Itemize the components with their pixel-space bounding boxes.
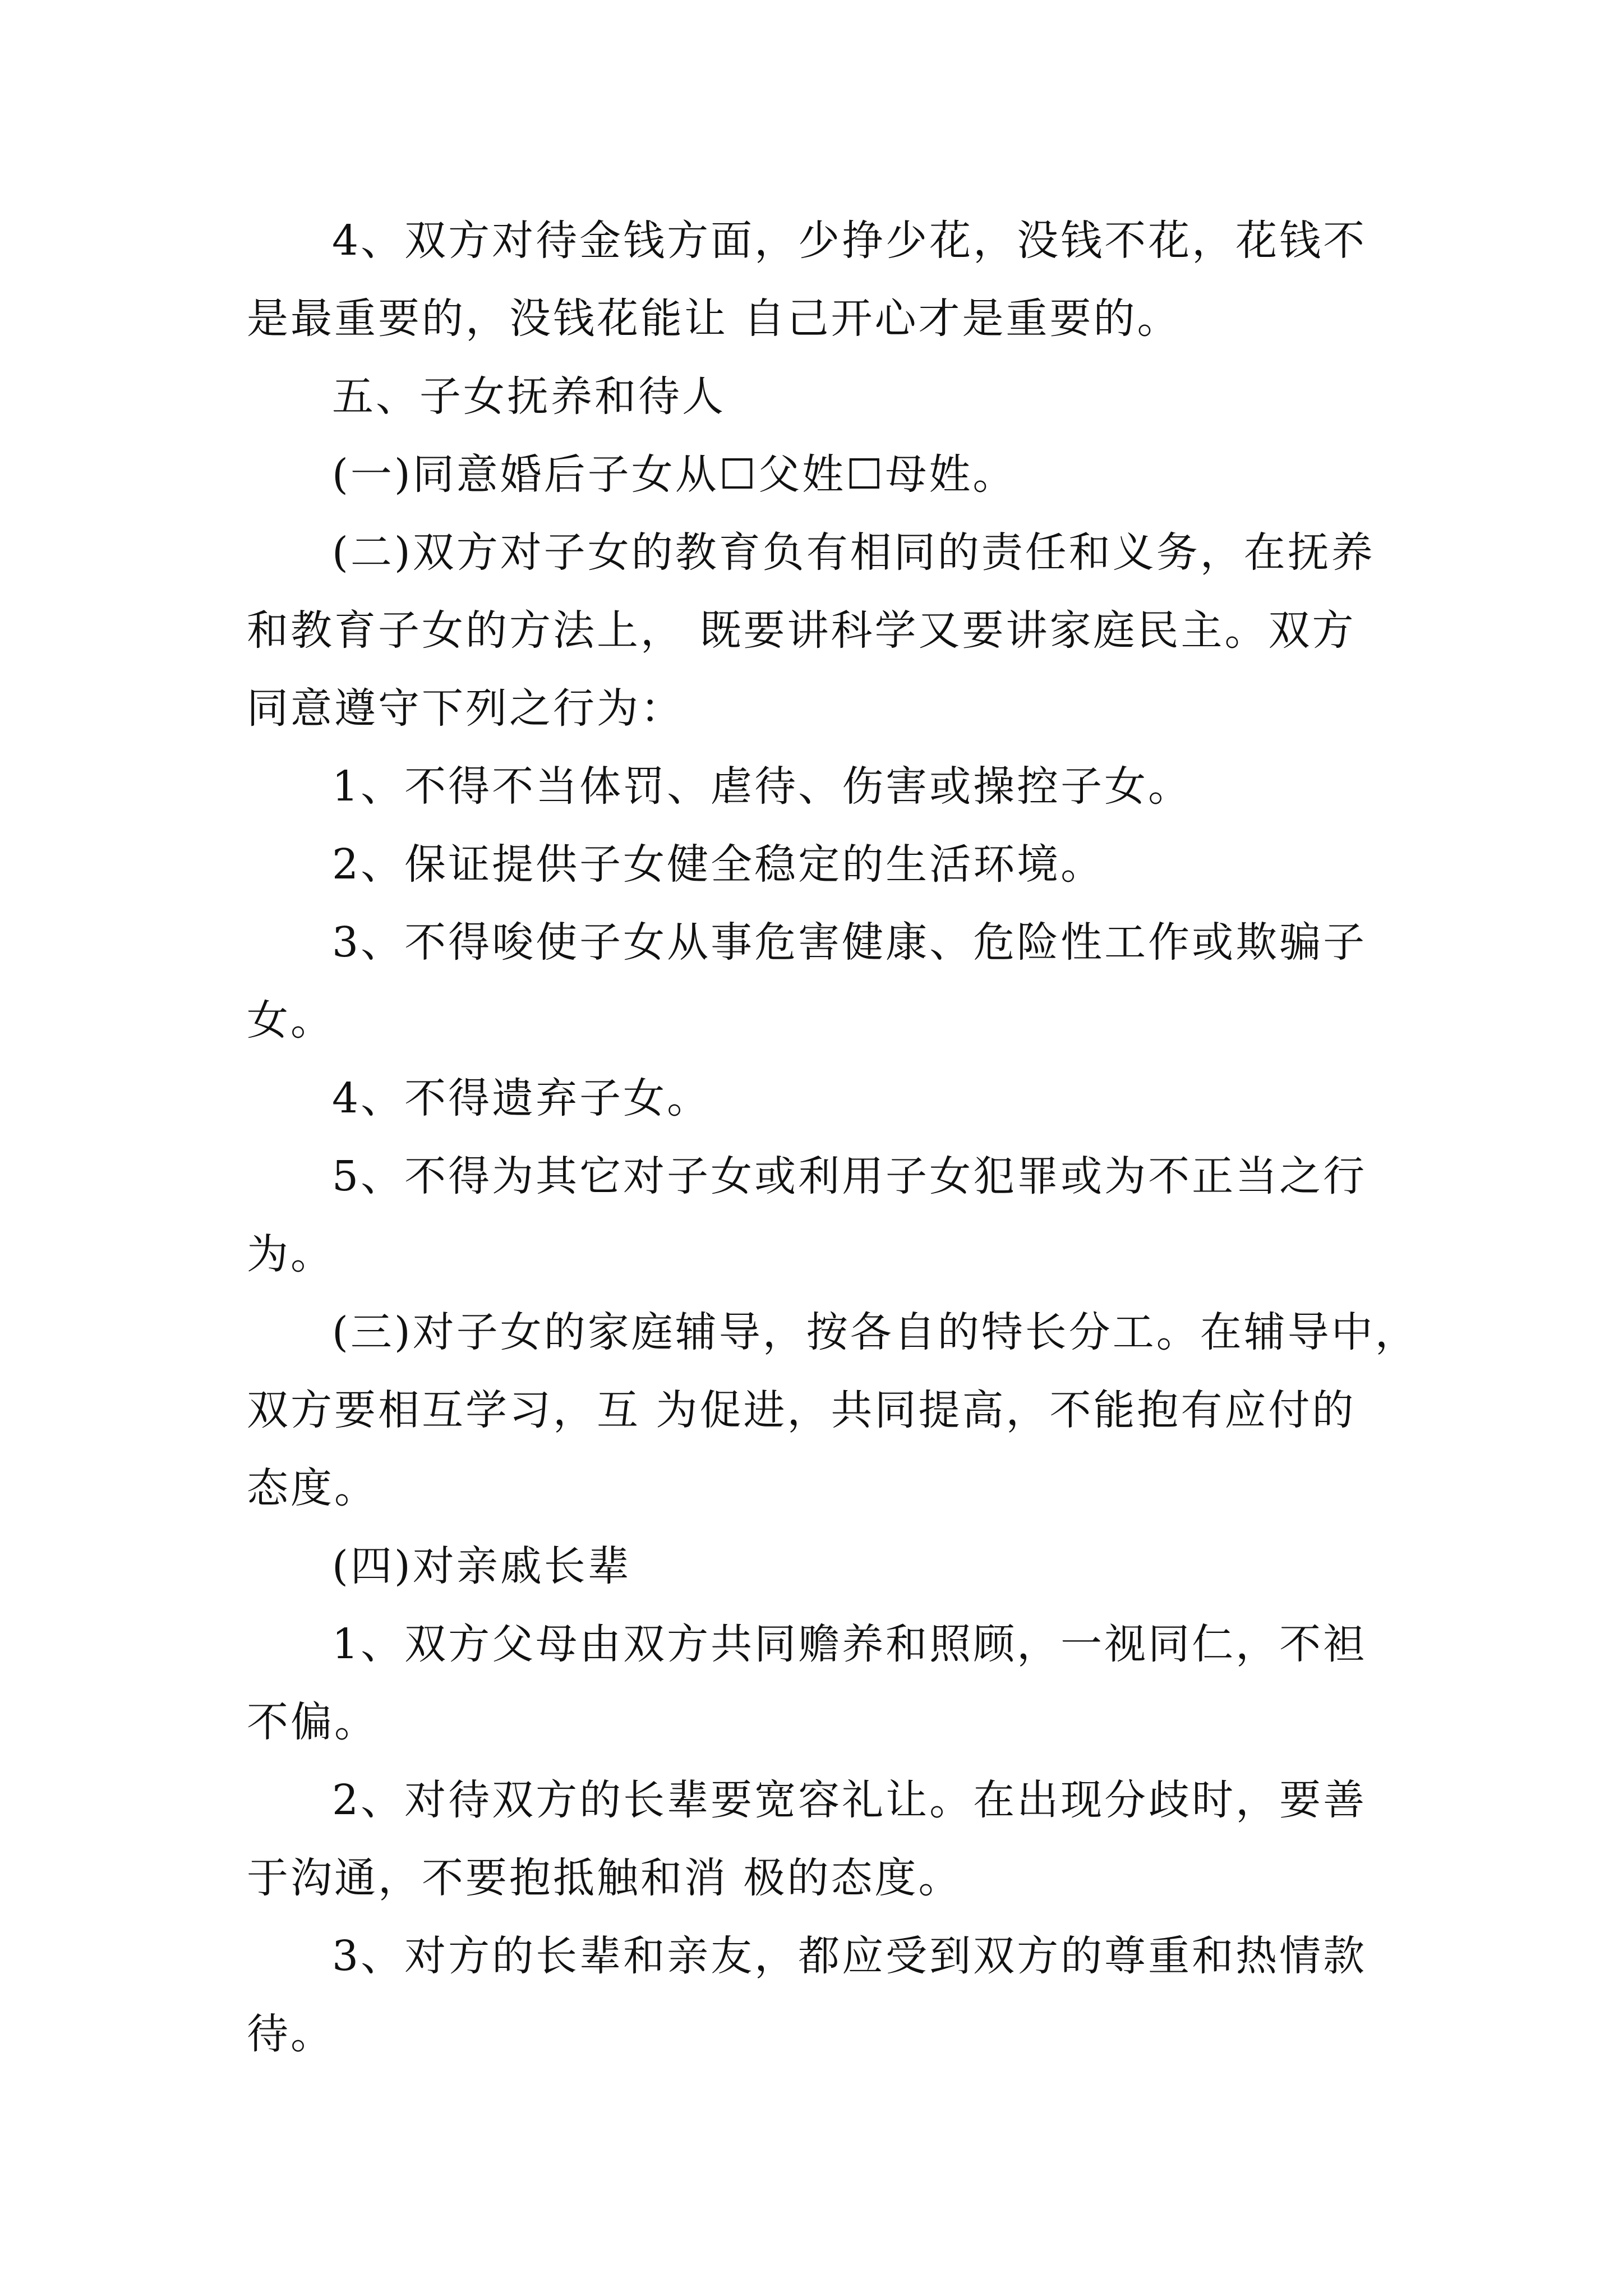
text-line: 4、双方对待金钱方面，少挣少花，没钱不花，花钱不	[332, 217, 1367, 265]
list-item-2	[247, 826, 1391, 904]
text-line: 和教育子女的方法上， 既要讲科学又要讲家庭民主。双方	[247, 606, 1356, 655]
text-line: (一)同意婚后子女从☐父姓☐母姓。	[332, 450, 1017, 499]
paragraph-money	[247, 202, 1391, 358]
relatives-item-1	[247, 1605, 1391, 1761]
list-item-3	[247, 904, 1391, 1060]
text-line: 2、对待双方的长辈要宽容礼让。在出现分歧时，要善	[332, 1776, 1367, 1824]
text-line: (二)双方对子女的教育负有相同的责任和义务，在抚养	[332, 528, 1375, 577]
text-line: 3、对方的长辈和亲友，都应受到双方的尊重和热情款	[332, 1932, 1367, 1980]
relatives-item-3	[247, 1917, 1391, 2073]
list-item-4	[247, 1060, 1391, 1138]
text-line: 4、不得遗弃子女。	[332, 1074, 711, 1122]
text-line: 不偏。	[247, 1698, 378, 1746]
text-line: 1、不得不当体罚、虐待、伤害或操控子女。	[332, 762, 1192, 811]
text-line: 2、保证提供子女健全稳定的生活环境。	[332, 840, 1105, 889]
text-line: 五、子女抚养和待人	[332, 372, 726, 421]
text-line: 双方要相互学习，互 为促进，共同提高，不能抱有应付的	[247, 1386, 1356, 1434]
text-line: (四)对亲戚长辈	[332, 1542, 631, 1590]
text-line: 5、不得为其它对子女或利用子女犯罪或为不正当之行	[332, 1152, 1367, 1200]
text-line: 1、双方父母由双方共同赡养和照顾，一视同仁，不袒	[332, 1620, 1367, 1668]
relatives-item-2	[247, 1761, 1391, 1917]
text-line: 3、不得唆使子女从事危害健康、危险性工作或欺骗子	[332, 918, 1367, 967]
text-line: 于沟通，不要抱抵触和消 极的态度。	[247, 1854, 962, 1902]
text-line: 同意遵守下列之行为：	[247, 684, 684, 733]
text-line: 女。	[247, 996, 334, 1045]
text-line: 是最重要的，没钱花能让 自己开心才是重要的。	[247, 295, 1181, 343]
list-item-5	[247, 1138, 1391, 1294]
document-body	[247, 202, 1419, 2073]
text-line: (三)对子女的家庭辅导，按各自的特长分工。在辅导中，	[332, 1308, 1419, 1356]
paragraph-education	[247, 514, 1391, 748]
text-line: 待。	[247, 2010, 334, 2058]
paragraph-tutoring	[247, 1294, 1419, 1527]
subheading-relatives	[247, 1527, 1391, 1605]
text-line: 为。	[247, 1230, 334, 1278]
text-line: 态度。	[247, 1464, 378, 1512]
paragraph-surname	[247, 436, 1391, 514]
section-heading-children	[247, 358, 1391, 436]
list-item-1	[247, 748, 1391, 826]
